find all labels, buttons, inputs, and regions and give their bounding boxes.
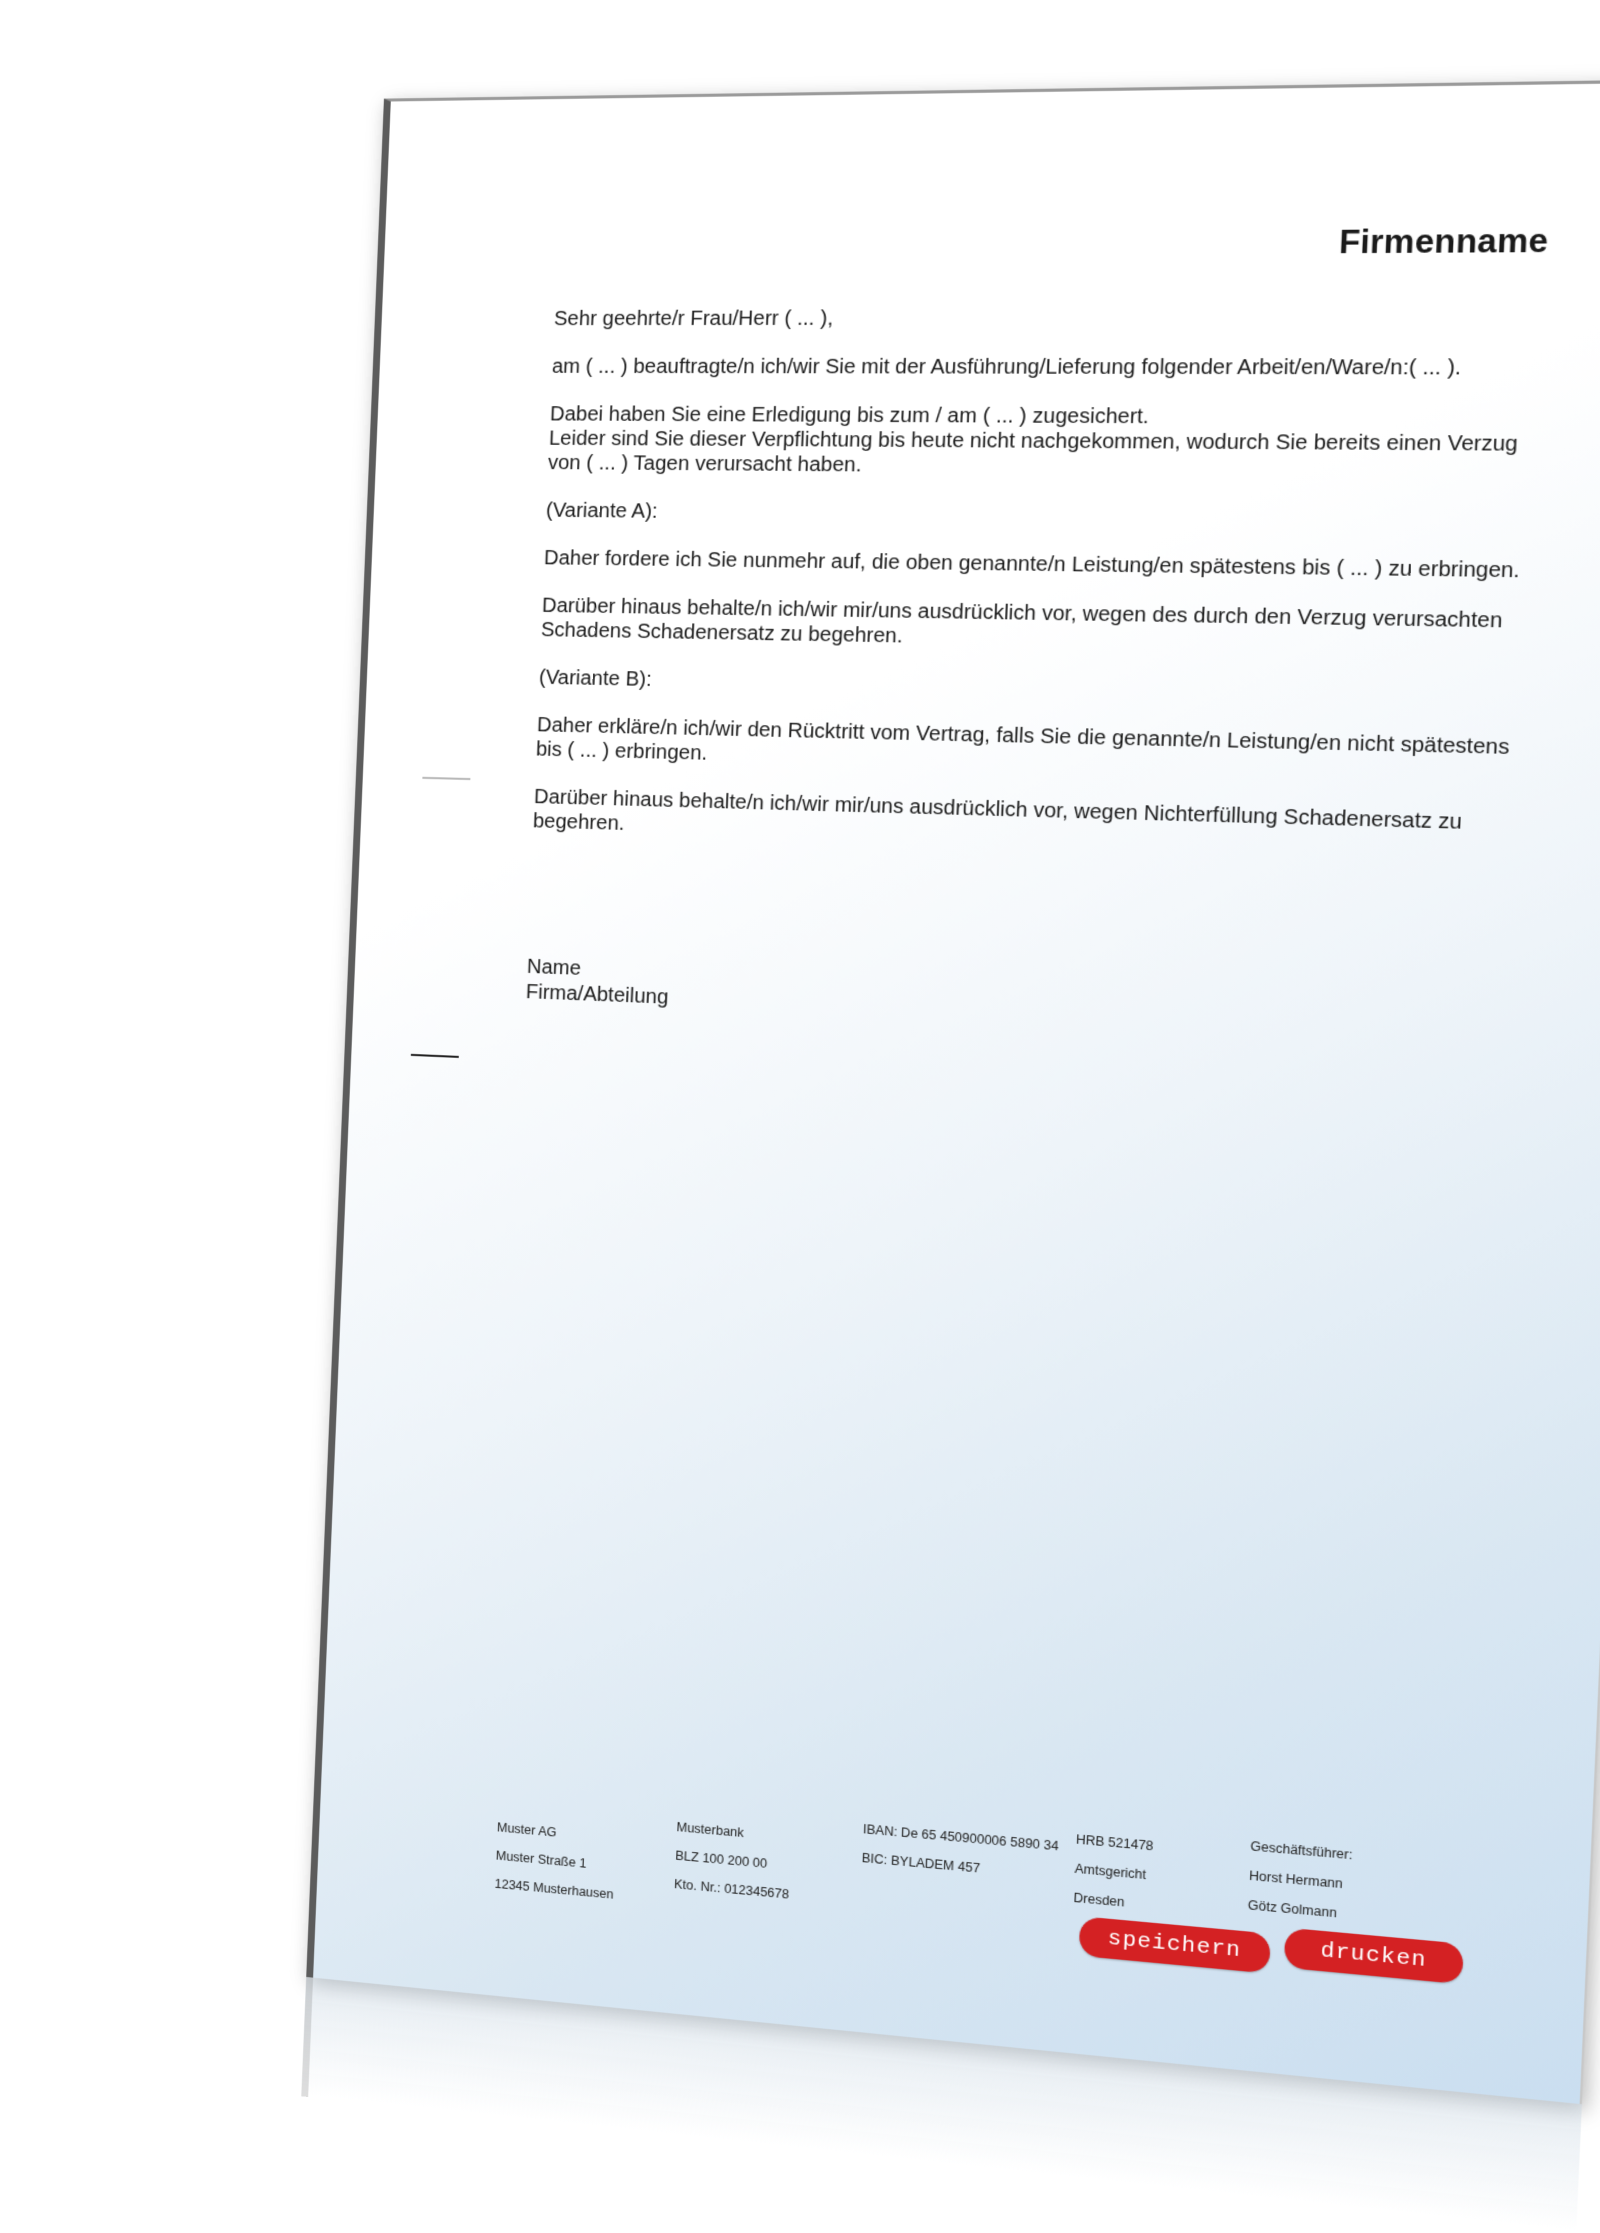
print-button[interactable]: drucken bbox=[1284, 1928, 1464, 1985]
variant-b-heading: (Variante B): bbox=[538, 666, 653, 692]
footer-line: BIC: BYLADEM 457 bbox=[861, 1850, 981, 1876]
signature-name: Name bbox=[526, 955, 582, 980]
fold-mark bbox=[422, 777, 470, 780]
signature-department: Firma/Abteilung bbox=[525, 980, 669, 1009]
paragraph-variant-b-damages: Darüber hinaus behalte/n ich/wir mir/uns ausdrücklich vor, wegen Nichterfüllung Schadenersatz zu begehren. bbox=[532, 785, 1463, 836]
footer-line: HRB 521478 bbox=[1075, 1832, 1154, 1854]
footer-line: Kto. Nr.: 012345678 bbox=[673, 1876, 790, 1902]
paragraph-variant-b-withdrawal: Daher erkläre/n ich/wir den Rücktritt vom Vertrag, falls Sie die genannte/n Leistung/en nicht spätestens bis ( ... ) erbringen. bbox=[535, 714, 1510, 765]
letter-page bbox=[306, 79, 1600, 2104]
signature-block bbox=[525, 955, 670, 1011]
footer-line: Götz Golmann bbox=[1247, 1897, 1338, 1921]
save-button[interactable]: speichern bbox=[1079, 1916, 1271, 1973]
footer-line: IBAN: De 65 450900006 5890 34 bbox=[862, 1821, 1059, 1854]
footer-line: Amtsgericht bbox=[1074, 1861, 1147, 1883]
footer-line: Dresden bbox=[1073, 1890, 1125, 1910]
paragraph-order: am ( ... ) beauftragte/n ich/wir Sie mit der Ausführung/Lieferung folgender Arbeit/en/Ware/n:( ... ). bbox=[551, 355, 1462, 380]
footer-management bbox=[1247, 1831, 1353, 1929]
letter-body bbox=[532, 305, 1553, 888]
footer-line: Musterbank bbox=[676, 1819, 745, 1841]
footer-line: 12345 Musterhausen bbox=[494, 1876, 614, 1902]
variant-a-heading: (Variante A): bbox=[545, 499, 659, 523]
footer-line: Geschäftsführer: bbox=[1250, 1838, 1353, 1863]
footer-iban bbox=[861, 1815, 1059, 1890]
footer-company bbox=[494, 1813, 616, 1909]
footer-line: BLZ 100 200 00 bbox=[674, 1848, 768, 1871]
paragraph-variant-a-damages: Darüber hinaus behalte/n ich/wir mir/uns ausdrücklich vor, wegen des durch den Verzug verursachten Schadens Schadenersatz zu begehren. bbox=[540, 594, 1503, 648]
footer-line: Horst Hermann bbox=[1248, 1868, 1344, 1892]
salutation: Sehr geehrte/r Frau/Herr ( ... ), bbox=[553, 307, 834, 331]
footer-register bbox=[1073, 1825, 1154, 1920]
punch-mark bbox=[411, 1054, 459, 1058]
footer-bank bbox=[673, 1813, 792, 1909]
letter-footer bbox=[494, 1767, 1479, 1979]
footer-line: Muster Straße 1 bbox=[495, 1848, 587, 1871]
footer-line: Muster AG bbox=[496, 1820, 557, 1840]
paragraph-delay: Dabei haben Sie eine Erledigung bis zum / am ( ... ) zugesichert. Leider sind Sie dieser Verpflichtung bis heute nicht nachgekommen, wodurch Sie bereits einen Verzug von ( ... ) Tagen verursacht haben. bbox=[547, 403, 1519, 477]
document-preview bbox=[306, 79, 1600, 2104]
company-name: Firmenname bbox=[1338, 221, 1550, 261]
paragraph-variant-a-demand: Daher fordere ich Sie nunmehr auf, die oben genannte/n Leistung/en spätestens bis ( ... ) zu erbringen. bbox=[543, 547, 1521, 583]
